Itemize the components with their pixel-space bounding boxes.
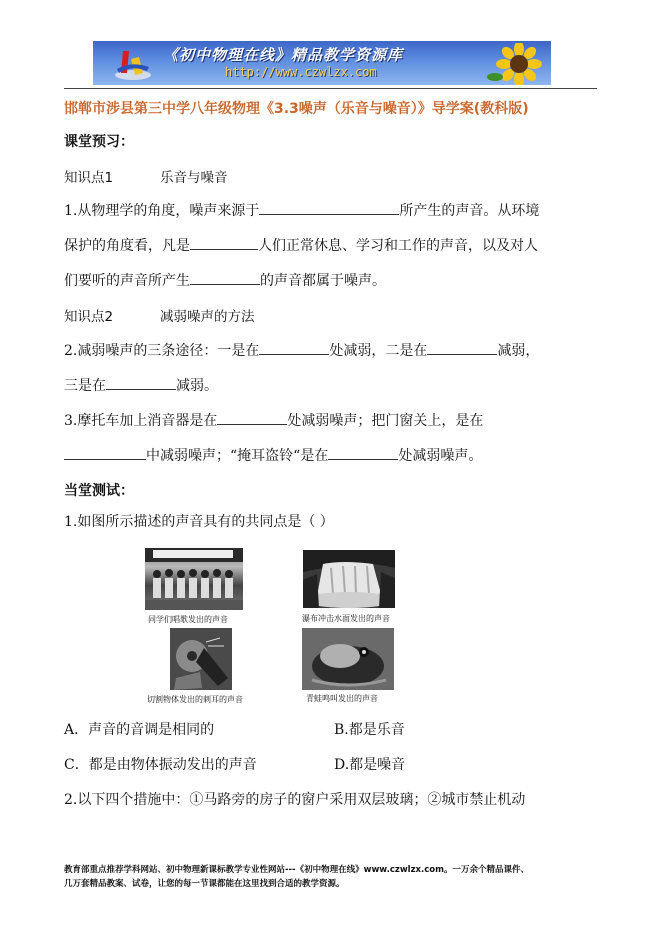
option-a[interactable]: A．声音的音调是相同的	[64, 722, 215, 738]
knowledge-point-1	[64, 166, 364, 186]
answer-blank[interactable]	[217, 410, 287, 425]
q2-text: 减弱，	[497, 343, 540, 359]
photo-frog	[302, 628, 394, 690]
test-question-1-stem: 1.如图所示描述的声音具有的共同点是（ ）	[64, 514, 334, 530]
caption-frog: 青蛙鸣叫发出的声音	[306, 694, 378, 703]
answer-blank[interactable]	[64, 445, 146, 460]
kp1-label: 知识点1	[64, 170, 114, 186]
page-footer	[64, 863, 529, 891]
option-d[interactable]: D.都是噪音	[334, 757, 406, 773]
sunflower-icon	[487, 43, 547, 85]
q1-text: 的声音都属于噪声。	[260, 273, 386, 289]
footer-line-2: 几万套精品教案、试卷，让您的每一节课都能在这里找到合适的教学资源。	[64, 879, 345, 889]
caption-cutting: 切割物体发出的刺耳的声音	[147, 695, 243, 704]
header-banner	[93, 41, 551, 85]
section-test-heading: 当堂测试：	[64, 483, 134, 499]
option-b[interactable]: B.都是乐音	[334, 722, 405, 738]
question-2-line-1	[64, 340, 539, 361]
option-c[interactable]: C．都是由物体振动发出的声音	[64, 757, 257, 773]
answer-blank[interactable]	[106, 375, 176, 390]
header-divider	[64, 88, 597, 89]
q3-text: 处减弱噪声；把门窗关上，是在	[287, 413, 484, 429]
knowledge-point-2	[64, 305, 364, 325]
q1-text: 们要听的声音所产生	[64, 273, 190, 289]
q1-text: 所产生的声音。从环境	[399, 203, 540, 219]
answer-blank[interactable]	[259, 200, 399, 215]
question-3-line-1	[64, 410, 483, 431]
answer-blank[interactable]	[328, 445, 398, 460]
question-1-line-3	[64, 270, 386, 291]
caption-students-singing: 同学们唱歌发出的声音	[148, 615, 228, 624]
kp1-title: 乐音与噪音	[160, 170, 228, 186]
answer-blank[interactable]	[190, 235, 258, 250]
q3-text: 处减弱噪声。	[398, 448, 483, 464]
kp2-label: 知识点2	[64, 309, 114, 325]
kp2-title: 减弱噪声的方法	[160, 309, 255, 325]
photo-students-singing	[145, 548, 243, 610]
answer-blank[interactable]	[190, 270, 260, 285]
question-1-line-2	[64, 235, 538, 256]
q1-text: 人们正常休息、学习和工作的声音，以及对人	[258, 238, 538, 254]
q2-text: 2.减弱噪声的三条途径：一是在	[64, 343, 260, 359]
footer-line-1: 教育部重点推荐学科网站、初中物理新课标教学专业性网站---《初中物理在线》www.czwlzx.com。一万余个精品课件、	[64, 865, 529, 875]
photo-cutting	[170, 628, 232, 690]
test-question-2-stem: 2.以下四个措施中：①马路旁的房子的窗户采用双层玻璃；②城市禁止机动	[64, 792, 526, 808]
brand-logo-icon	[113, 47, 153, 81]
q3-text: 3.摩托车加上消音器是在	[64, 413, 218, 429]
question-2-line-2	[64, 375, 218, 396]
section-preview-heading: 课堂预习：	[64, 134, 134, 150]
photo-waterfall	[303, 550, 395, 608]
banner-title: 《初中物理在线》精品教学资源库	[163, 46, 404, 64]
document-title: 邯郸市涉县第三中学八年级物理《3.3噪声（乐音与噪音）》导学案(教科版)	[64, 101, 529, 117]
answer-blank[interactable]	[427, 340, 497, 355]
q1-text: 1.从物理学的角度，噪声来源于	[64, 203, 260, 219]
question-3-line-2	[64, 445, 482, 466]
banner-url: http://www.czwlzx.com	[225, 65, 377, 79]
question-1-line-1	[64, 200, 539, 221]
q2-text: 三是在	[64, 378, 106, 394]
caption-waterfall: 瀑布冲击水面发出的声音	[302, 614, 390, 623]
q2-text: 处减弱，二是在	[329, 343, 428, 359]
q2-text: 减弱。	[176, 378, 218, 394]
answer-blank[interactable]	[259, 340, 329, 355]
q3-text: 中减弱噪声；“掩耳盗铃“是在	[146, 448, 329, 464]
q1-text: 保护的角度看，凡是	[64, 238, 190, 254]
